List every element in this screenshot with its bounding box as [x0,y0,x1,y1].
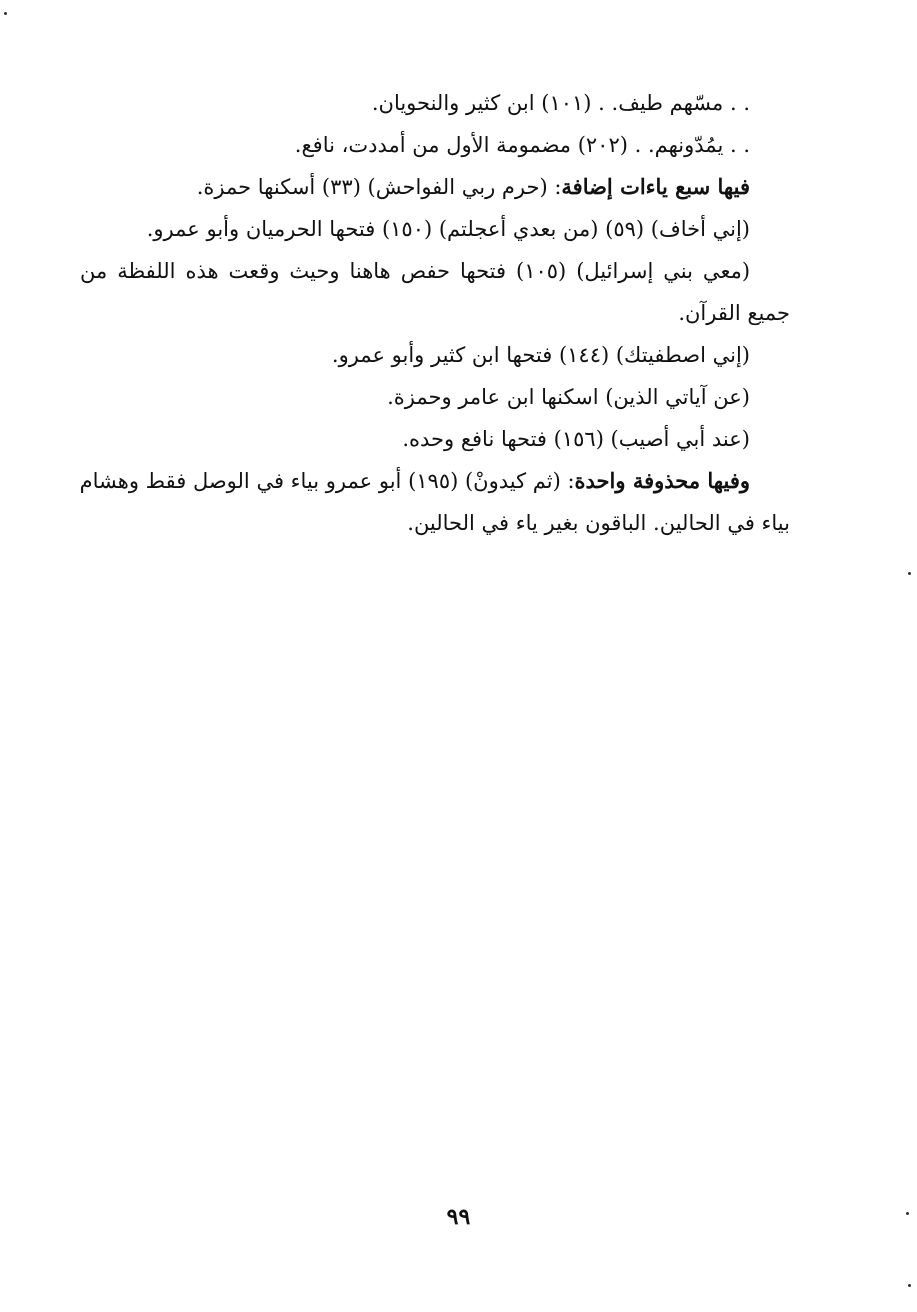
text-line: (عند أبي أصيب) (١٥٦) فتحها نافع وحده. [402,427,750,451]
page-number: ٩٩ [446,1204,471,1230]
scan-speck [4,12,7,15]
line-lead: فيها سبع ياءات إضافة [561,174,750,199]
scan-speck [906,1212,909,1215]
line-rest: : (ثم كيدونْ) (١٩٥) أبو عمرو بياء في الوصل فقط وهشام [80,469,575,493]
scan-speck [908,572,911,575]
line-rest: : (حرم ربي الفواحش) (٣٣) أسكنها حمزة. [196,175,562,199]
line-lead: وفيها محذوفة واحدة [574,468,750,493]
text-line: . . يمُدّونهم. . (٢٠٢) مضمومة الأول من أمددت، نافع. [294,133,750,157]
text-line: (إني اصطفيتك) (١٤٤) فتحها ابن كثير وأبو عمرو. [331,343,750,367]
text-line: بياء في الحالين. الباقون بغير ياء في الحالين. [407,511,790,535]
body-text [80,82,790,544]
text-line: جميع القرآن. [678,301,790,325]
text-line: (معي بني إسرائيل) (١٠٥) فتحها حفص هاهنا وحيث وقعت هذه اللفظة من [80,259,751,283]
scan-speck [908,1284,911,1287]
text-line [80,460,790,502]
text-line: (إني أخاف) (٥٩) (من بعدي أعجلتم) (١٥٠) فتحها الحرميان وأبو عمرو. [146,217,750,241]
text-line [80,166,790,208]
text-line: . . مسّهم طيف. . (١٠١) ابن كثير والنحويان. [371,91,750,115]
text-line: (عن آياتي الذين) اسكنها ابن عامر وحمزة. [387,385,750,409]
